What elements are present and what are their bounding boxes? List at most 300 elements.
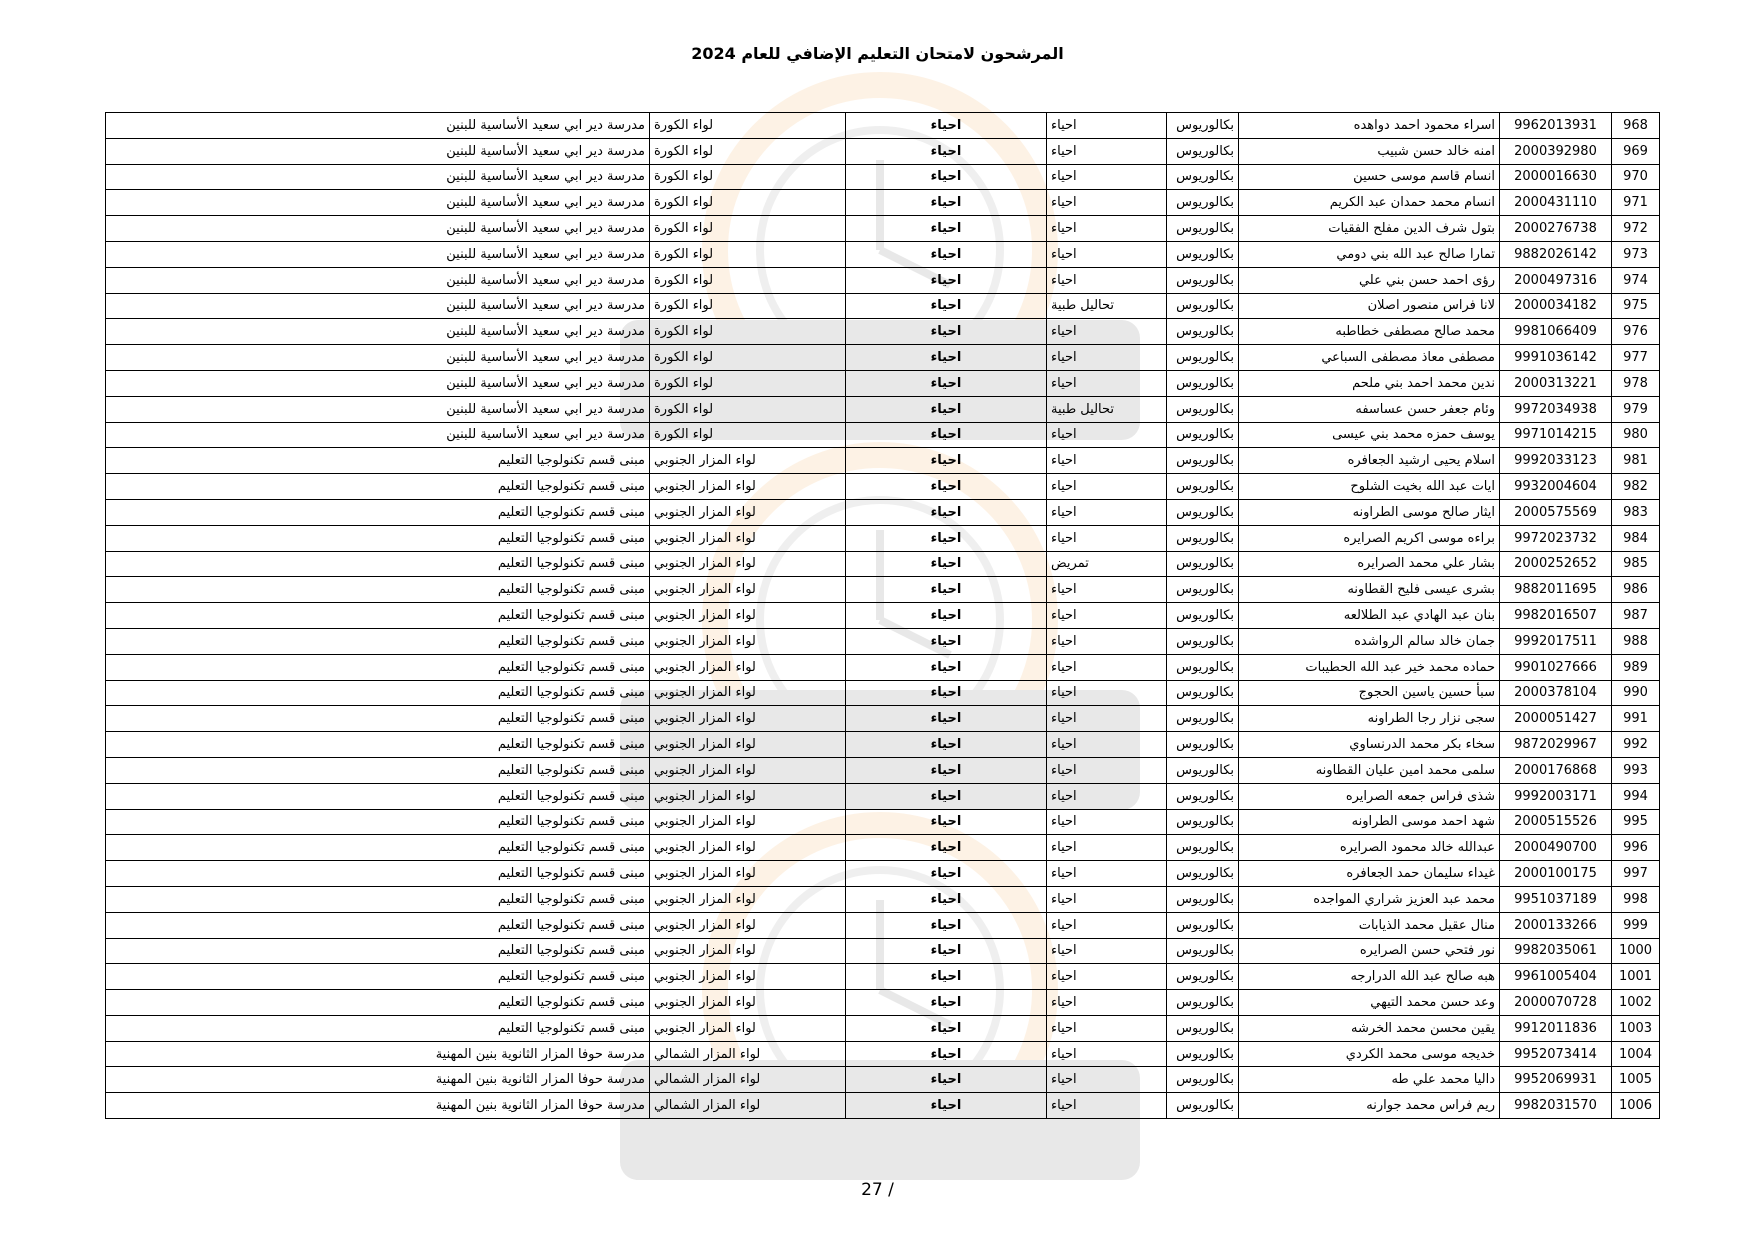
specialization-cell: احياء [1047,267,1167,293]
candidate-name-cell: خديجه موسى محمد الكردي [1239,1041,1500,1067]
national-id-cell: 9952069931 [1500,1067,1612,1093]
national-id-cell: 2000016630 [1500,164,1612,190]
table-row [106,990,1660,1016]
degree-cell: بكالوريوس [1167,1041,1239,1067]
table-row [106,603,1660,629]
degree-cell: بكالوريوس [1167,1067,1239,1093]
specialization-cell: احياء [1047,448,1167,474]
candidate-name-cell: بتول شرف الدين مفلح الفقيات [1239,216,1500,242]
district-cell: لواء المزار الجنوبي [650,448,846,474]
exam-subject-cell: احياء [846,680,1047,706]
candidate-name-cell: اسلام يحيى ارشيد الجعافره [1239,448,1500,474]
row-number-cell: 985 [1612,551,1660,577]
degree-cell: بكالوريوس [1167,835,1239,861]
national-id-cell: 9982016507 [1500,603,1612,629]
district-cell: لواء المزار الجنوبي [650,732,846,758]
specialization-cell: احياء [1047,525,1167,551]
degree-cell: بكالوريوس [1167,241,1239,267]
table-row [106,345,1660,371]
table-row [106,474,1660,500]
exam-center-cell: مدرسة دير ابي سعيد الأساسية للبنين [106,164,650,190]
exam-subject-cell: احياء [846,216,1047,242]
table-row [106,422,1660,448]
candidate-name-cell: يقين محسن محمد الخرشه [1239,1015,1500,1041]
specialization-cell: احياء [1047,1093,1167,1119]
candidate-name-cell: سجى نزار رجا الطراونه [1239,706,1500,732]
table-row [106,216,1660,242]
specialization-cell: احياء [1047,422,1167,448]
exam-center-cell: مبنى قسم تكنولوجيا التعليم [106,783,650,809]
district-cell: لواء الكورة [650,422,846,448]
district-cell: لواء المزار الجنوبي [650,525,846,551]
table-row [106,1015,1660,1041]
degree-cell: بكالوريوس [1167,1015,1239,1041]
specialization-cell: احياء [1047,964,1167,990]
row-number-cell: 1002 [1612,990,1660,1016]
district-cell: لواء المزار الجنوبي [650,499,846,525]
table-row [106,654,1660,680]
national-id-cell: 2000276738 [1500,216,1612,242]
candidate-name-cell: جمان خالد سالم الرواشده [1239,628,1500,654]
degree-cell: بكالوريوس [1167,499,1239,525]
national-id-cell: 9972023732 [1500,525,1612,551]
national-id-cell: 2000051427 [1500,706,1612,732]
exam-center-cell: مبنى قسم تكنولوجيا التعليم [106,732,650,758]
table-row [106,964,1660,990]
district-cell: لواء المزار الجنوبي [650,912,846,938]
district-cell: لواء المزار الجنوبي [650,783,846,809]
table-row [106,499,1660,525]
specialization-cell: احياء [1047,990,1167,1016]
district-cell: لواء الكورة [650,113,846,139]
national-id-cell: 9992033123 [1500,448,1612,474]
degree-cell: بكالوريوس [1167,912,1239,938]
degree-cell: بكالوريوس [1167,164,1239,190]
candidate-name-cell: نور فتحي حسن الصرايره [1239,938,1500,964]
candidate-name-cell: ريم فراس محمد جوارنه [1239,1093,1500,1119]
degree-cell: بكالوريوس [1167,964,1239,990]
specialization-cell: احياء [1047,680,1167,706]
row-number-cell: 972 [1612,216,1660,242]
exam-center-cell: مدرسة دير ابي سعيد الأساسية للبنين [106,345,650,371]
degree-cell: بكالوريوس [1167,706,1239,732]
exam-center-cell: مدرسة دير ابي سعيد الأساسية للبنين [106,422,650,448]
specialization-cell: احياء [1047,1041,1167,1067]
table-row [106,448,1660,474]
degree-cell: بكالوريوس [1167,680,1239,706]
specialization-cell: احياء [1047,113,1167,139]
row-number-cell: 991 [1612,706,1660,732]
exam-subject-cell: احياء [846,396,1047,422]
degree-cell: بكالوريوس [1167,732,1239,758]
row-number-cell: 1001 [1612,964,1660,990]
row-number-cell: 971 [1612,190,1660,216]
table-row [106,732,1660,758]
degree-cell: بكالوريوس [1167,603,1239,629]
district-cell: لواء المزار الجنوبي [650,990,846,1016]
degree-cell: بكالوريوس [1167,628,1239,654]
candidate-name-cell: منال عقيل محمد الذيابات [1239,912,1500,938]
specialization-cell: احياء [1047,912,1167,938]
candidate-name-cell: بنان عبد الهادي عبد الطلالعه [1239,603,1500,629]
exam-center-cell: مبنى قسم تكنولوجيا التعليم [106,706,650,732]
exam-center-cell: مدرسة دير ابي سعيد الأساسية للبنين [106,370,650,396]
national-id-cell: 9982035061 [1500,938,1612,964]
specialization-cell: احياء [1047,886,1167,912]
exam-center-cell: مبنى قسم تكنولوجيا التعليم [106,525,650,551]
degree-cell: بكالوريوس [1167,319,1239,345]
table-row [106,241,1660,267]
specialization-cell: احياء [1047,603,1167,629]
row-number-cell: 996 [1612,835,1660,861]
degree-cell: بكالوريوس [1167,396,1239,422]
district-cell: لواء المزار الجنوبي [650,654,846,680]
exam-subject-cell: احياء [846,499,1047,525]
row-number-cell: 973 [1612,241,1660,267]
exam-subject-cell: احياء [846,293,1047,319]
candidate-name-cell: اسراء محمود احمد دواهده [1239,113,1500,139]
national-id-cell: 9972034938 [1500,396,1612,422]
degree-cell: بكالوريوس [1167,293,1239,319]
exam-center-cell: مبنى قسم تكنولوجيا التعليم [106,603,650,629]
national-id-cell: 2000176868 [1500,757,1612,783]
district-cell: لواء المزار الجنوبي [650,628,846,654]
row-number-cell: 1006 [1612,1093,1660,1119]
district-cell: لواء المزار الجنوبي [650,1015,846,1041]
exam-subject-cell: احياء [846,1093,1047,1119]
candidate-name-cell: مصطفى معاذ مصطفى السباعي [1239,345,1500,371]
table-row [106,190,1660,216]
national-id-cell: 9981066409 [1500,319,1612,345]
exam-subject-cell: احياء [846,628,1047,654]
row-number-cell: 1005 [1612,1067,1660,1093]
district-cell: لواء المزار الجنوبي [650,474,846,500]
exam-subject-cell: احياء [846,938,1047,964]
row-number-cell: 969 [1612,138,1660,164]
exam-subject-cell: احياء [846,138,1047,164]
exam-subject-cell: احياء [846,448,1047,474]
exam-subject-cell: احياء [846,603,1047,629]
specialization-cell: تمريض [1047,551,1167,577]
national-id-cell: 2000070728 [1500,990,1612,1016]
exam-center-cell: مبنى قسم تكنولوجيا التعليم [106,964,650,990]
specialization-cell: احياء [1047,190,1167,216]
exam-subject-cell: احياء [846,319,1047,345]
degree-cell: بكالوريوس [1167,113,1239,139]
candidate-name-cell: وعد حسن محمد التيهي [1239,990,1500,1016]
district-cell: لواء المزار الجنوبي [650,964,846,990]
candidate-name-cell: شهد احمد موسى الطراونه [1239,809,1500,835]
table-row [106,1067,1660,1093]
table-row [106,551,1660,577]
row-number-cell: 1003 [1612,1015,1660,1041]
specialization-cell: احياء [1047,370,1167,396]
candidate-name-cell: سبأ حسين ياسين الحجوج [1239,680,1500,706]
exam-subject-cell: احياء [846,990,1047,1016]
exam-subject-cell: احياء [846,370,1047,396]
degree-cell: بكالوريوس [1167,654,1239,680]
row-number-cell: 975 [1612,293,1660,319]
exam-subject-cell: احياء [846,706,1047,732]
exam-center-cell: مدرسة دير ابي سعيد الأساسية للبنين [106,319,650,345]
national-id-cell: 2000313221 [1500,370,1612,396]
table-row [106,293,1660,319]
exam-center-cell: مدرسة حوفا المزار الثانوية بنين المهنية [106,1067,650,1093]
candidate-name-cell: محمد صالح مصطفى خطاطبه [1239,319,1500,345]
row-number-cell: 990 [1612,680,1660,706]
specialization-cell: احياء [1047,241,1167,267]
degree-cell: بكالوريوس [1167,783,1239,809]
row-number-cell: 968 [1612,113,1660,139]
national-id-cell: 9992017511 [1500,628,1612,654]
page-number: 27 / [861,1180,894,1200]
exam-center-cell: مبنى قسم تكنولوجيا التعليم [106,680,650,706]
exam-subject-cell: احياء [846,861,1047,887]
exam-center-cell: مبنى قسم تكنولوجيا التعليم [106,628,650,654]
candidate-name-cell: سلمى محمد امين عليان القطاونه [1239,757,1500,783]
exam-center-cell: مبنى قسم تكنولوجيا التعليم [106,654,650,680]
table-row [106,757,1660,783]
national-id-cell: 9912011836 [1500,1015,1612,1041]
table-row [106,1041,1660,1067]
row-number-cell: 997 [1612,861,1660,887]
degree-cell: بكالوريوس [1167,138,1239,164]
specialization-cell: احياء [1047,654,1167,680]
row-number-cell: 982 [1612,474,1660,500]
specialization-cell: تحاليل طبية [1047,396,1167,422]
national-id-cell: 9882026142 [1500,241,1612,267]
specialization-cell: احياء [1047,809,1167,835]
district-cell: لواء الكورة [650,216,846,242]
district-cell: لواء الكورة [650,164,846,190]
table-row [106,1093,1660,1119]
candidate-name-cell: امنه خالد حسن شبيب [1239,138,1500,164]
degree-cell: بكالوريوس [1167,422,1239,448]
specialization-cell: احياء [1047,319,1167,345]
candidate-name-cell: وئام جعفر حسن عساسفه [1239,396,1500,422]
candidate-name-cell: انسام قاسم موسى حسين [1239,164,1500,190]
specialization-cell: احياء [1047,164,1167,190]
table-row [106,886,1660,912]
degree-cell: بكالوريوس [1167,861,1239,887]
candidate-name-cell: بشار علي محمد الصرايره [1239,551,1500,577]
exam-center-cell: مبنى قسم تكنولوجيا التعليم [106,938,650,964]
exam-subject-cell: احياء [846,1067,1047,1093]
district-cell: لواء المزار الجنوبي [650,757,846,783]
district-cell: لواء الكورة [650,241,846,267]
table-row [106,809,1660,835]
row-number-cell: 970 [1612,164,1660,190]
exam-center-cell: مدرسة دير ابي سعيد الأساسية للبنين [106,113,650,139]
district-cell: لواء المزار الجنوبي [650,835,846,861]
specialization-cell: احياء [1047,474,1167,500]
exam-center-cell: مبنى قسم تكنولوجيا التعليم [106,577,650,603]
exam-center-cell: مبنى قسم تكنولوجيا التعليم [106,1015,650,1041]
candidate-name-cell: رؤى احمد حسن بني علي [1239,267,1500,293]
specialization-cell: احياء [1047,835,1167,861]
exam-center-cell: مبنى قسم تكنولوجيا التعليم [106,886,650,912]
specialization-cell: احياء [1047,783,1167,809]
national-id-cell: 9992003171 [1500,783,1612,809]
national-id-cell: 9961005404 [1500,964,1612,990]
degree-cell: بكالوريوس [1167,190,1239,216]
row-number-cell: 976 [1612,319,1660,345]
national-id-cell: 2000497316 [1500,267,1612,293]
district-cell: لواء المزار الشمالي [650,1093,846,1119]
district-cell: لواء المزار الجنوبي [650,603,846,629]
district-cell: لواء الكورة [650,370,846,396]
table-row [106,680,1660,706]
row-number-cell: 998 [1612,886,1660,912]
district-cell: لواء المزار الشمالي [650,1041,846,1067]
table-row [106,370,1660,396]
exam-center-cell: مبنى قسم تكنولوجيا التعليم [106,757,650,783]
candidate-name-cell: لانا فراس منصور اصلان [1239,293,1500,319]
national-id-cell: 2000034182 [1500,293,1612,319]
table-body [106,113,1660,1119]
exam-subject-cell: احياء [846,577,1047,603]
degree-cell: بكالوريوس [1167,990,1239,1016]
degree-cell: بكالوريوس [1167,1093,1239,1119]
exam-center-cell: مدرسة دير ابي سعيد الأساسية للبنين [106,241,650,267]
specialization-cell: احياء [1047,577,1167,603]
exam-center-cell: مبنى قسم تكنولوجيا التعليم [106,835,650,861]
national-id-cell: 2000100175 [1500,861,1612,887]
candidate-name-cell: محمد عبد العزيز شراري المواجده [1239,886,1500,912]
table-row [106,835,1660,861]
candidate-name-cell: داليا محمد علي طه [1239,1067,1500,1093]
row-number-cell: 974 [1612,267,1660,293]
candidate-name-cell: ايثار صالح موسى الطراونه [1239,499,1500,525]
row-number-cell: 995 [1612,809,1660,835]
candidate-name-cell: حماده محمد خير عبد الله الحطيبات [1239,654,1500,680]
specialization-cell: احياء [1047,706,1167,732]
national-id-cell: 9971014215 [1500,422,1612,448]
exam-center-cell: مدرسة دير ابي سعيد الأساسية للبنين [106,267,650,293]
candidates-table [105,112,1660,1119]
page-title: المرشحون لامتحان التعليم الإضافي للعام 2024 [691,44,1064,63]
row-number-cell: 999 [1612,912,1660,938]
table-row [106,783,1660,809]
district-cell: لواء الكورة [650,396,846,422]
district-cell: لواء الكورة [650,293,846,319]
row-number-cell: 987 [1612,603,1660,629]
national-id-cell: 9872029967 [1500,732,1612,758]
district-cell: لواء المزار الجنوبي [650,706,846,732]
national-id-cell: 2000252652 [1500,551,1612,577]
district-cell: لواء المزار الجنوبي [650,680,846,706]
district-cell: لواء المزار الجنوبي [650,861,846,887]
table-row [106,861,1660,887]
exam-subject-cell: احياء [846,886,1047,912]
row-number-cell: 978 [1612,370,1660,396]
row-number-cell: 994 [1612,783,1660,809]
national-id-cell: 9962013931 [1500,113,1612,139]
specialization-cell: احياء [1047,628,1167,654]
candidate-name-cell: تمارا صالح عبد الله بني دومي [1239,241,1500,267]
table-row [106,525,1660,551]
candidate-name-cell: غيداء سليمان حمد الجعافره [1239,861,1500,887]
national-id-cell: 9982031570 [1500,1093,1612,1119]
exam-subject-cell: احياء [846,267,1047,293]
degree-cell: بكالوريوس [1167,267,1239,293]
exam-subject-cell: احياء [846,345,1047,371]
exam-subject-cell: احياء [846,835,1047,861]
specialization-cell: احياء [1047,1067,1167,1093]
national-id-cell: 9882011695 [1500,577,1612,603]
degree-cell: بكالوريوس [1167,370,1239,396]
candidate-name-cell: ايات عبد الله بخيت الشلوح [1239,474,1500,500]
exam-subject-cell: احياء [846,474,1047,500]
table-row [106,113,1660,139]
table-row [106,706,1660,732]
exam-subject-cell: احياء [846,757,1047,783]
row-number-cell: 993 [1612,757,1660,783]
row-number-cell: 1000 [1612,938,1660,964]
specialization-cell: احياء [1047,938,1167,964]
specialization-cell: احياء [1047,499,1167,525]
district-cell: لواء الكورة [650,345,846,371]
table-row [106,628,1660,654]
specialization-cell: احياء [1047,216,1167,242]
exam-center-cell: مبنى قسم تكنولوجيا التعليم [106,474,650,500]
national-id-cell: 2000575569 [1500,499,1612,525]
exam-center-cell: مدرسة دير ابي سعيد الأساسية للبنين [106,293,650,319]
table-row [106,912,1660,938]
exam-center-cell: مدرسة دير ابي سعيد الأساسية للبنين [106,396,650,422]
row-number-cell: 984 [1612,525,1660,551]
national-id-cell: 9932004604 [1500,474,1612,500]
exam-subject-cell: احياء [846,241,1047,267]
row-number-cell: 1004 [1612,1041,1660,1067]
exam-subject-cell: احياء [846,912,1047,938]
district-cell: لواء الكورة [650,138,846,164]
exam-subject-cell: احياء [846,1041,1047,1067]
row-number-cell: 988 [1612,628,1660,654]
specialization-cell: احياء [1047,861,1167,887]
district-cell: لواء المزار الجنوبي [650,577,846,603]
candidate-name-cell: هبه صالح عبد الله الدرارجه [1239,964,1500,990]
exam-center-cell: مدرسة حوفا المزار الثانوية بنين المهنية [106,1093,650,1119]
table-row [106,577,1660,603]
row-number-cell: 986 [1612,577,1660,603]
national-id-cell: 2000431110 [1500,190,1612,216]
exam-subject-cell: احياء [846,783,1047,809]
candidate-name-cell: انسام محمد حمدان عبد الكريم [1239,190,1500,216]
exam-center-cell: مبنى قسم تكنولوجيا التعليم [106,861,650,887]
national-id-cell: 9951037189 [1500,886,1612,912]
district-cell: لواء المزار الجنوبي [650,886,846,912]
specialization-cell: احياء [1047,1015,1167,1041]
degree-cell: بكالوريوس [1167,345,1239,371]
row-number-cell: 977 [1612,345,1660,371]
table-row [106,267,1660,293]
exam-subject-cell: احياء [846,654,1047,680]
exam-center-cell: مدرسة دير ابي سعيد الأساسية للبنين [106,190,650,216]
national-id-cell: 9991036142 [1500,345,1612,371]
degree-cell: بكالوريوس [1167,525,1239,551]
table-row [106,319,1660,345]
specialization-cell: احياء [1047,345,1167,371]
exam-subject-cell: احياء [846,113,1047,139]
exam-center-cell: مبنى قسم تكنولوجيا التعليم [106,990,650,1016]
candidate-name-cell: شذى فراس جمعه الصرايره [1239,783,1500,809]
exam-center-cell: مبنى قسم تكنولوجيا التعليم [106,448,650,474]
exam-center-cell: مبنى قسم تكنولوجيا التعليم [106,809,650,835]
national-id-cell: 2000133266 [1500,912,1612,938]
exam-subject-cell: احياء [846,1015,1047,1041]
row-number-cell: 989 [1612,654,1660,680]
